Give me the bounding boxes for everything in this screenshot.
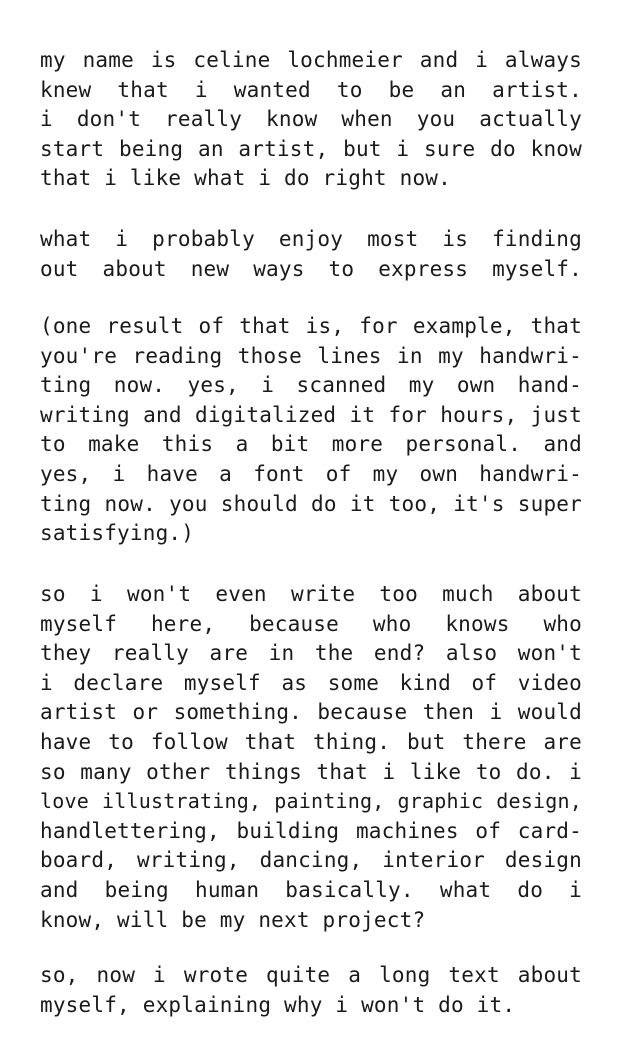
text-line: i don't really know when you actually [40,107,582,132]
text-line: and being human basically. what do i [40,877,582,902]
text-line: handlettering, building machines of card- [40,818,582,843]
text-line: to make this a bit more personal. and [40,432,582,457]
text-line: myself here, because who knows who [40,611,582,636]
paragraph-interests [40,580,582,935]
text-line: love illustrating, painting, graphic design, [40,789,582,814]
text-line: knew that i wanted to be an artist. [40,77,582,102]
text-line: that i like what i do right now. [40,166,451,191]
text-line: have to follow that thing. but there are [40,729,582,754]
text-line: so i won't even write too much about [40,582,582,606]
text-line: satisfying.) [40,521,195,546]
text-line: out about new ways to express myself. [40,256,582,281]
text-line: my name is celine lochmeier and i always [40,48,582,72]
text-line: so, now i wrote quite a long text about [40,963,582,987]
paragraph-intro [40,46,582,194]
text-line: know, will be my next project? [40,907,426,932]
text-line: artist or something. because then i would [40,700,582,725]
text-line: ting now. yes, i scanned my own hand- [40,373,582,398]
text-line: they really are in the end? also won't [40,641,582,666]
text-line: what i probably enjoy most is finding [40,227,582,251]
text-line: so many other things that i like to do. i [40,759,582,784]
text-line: you're reading those lines in my handwri- [40,343,582,368]
text-line: (one result of that is, for example, that [40,314,582,338]
text-line: myself, explaining why i won't do it. [40,992,516,1017]
text-line: ting now. you should do it too, it's super [40,491,582,516]
text-line: board, writing, dancing, interior design [40,848,582,873]
paragraph-handwriting-font [40,312,582,549]
text-line: start being an artist, but i sure do know [40,136,582,161]
text-line: i declare myself as some kind of video [40,670,582,695]
text-line: yes, i have a font of my own handwri- [40,461,582,486]
text-line: writing and digitalized it for hours, just [40,402,582,427]
paragraph-enjoy [40,225,582,284]
paragraph-closing [40,961,582,1020]
